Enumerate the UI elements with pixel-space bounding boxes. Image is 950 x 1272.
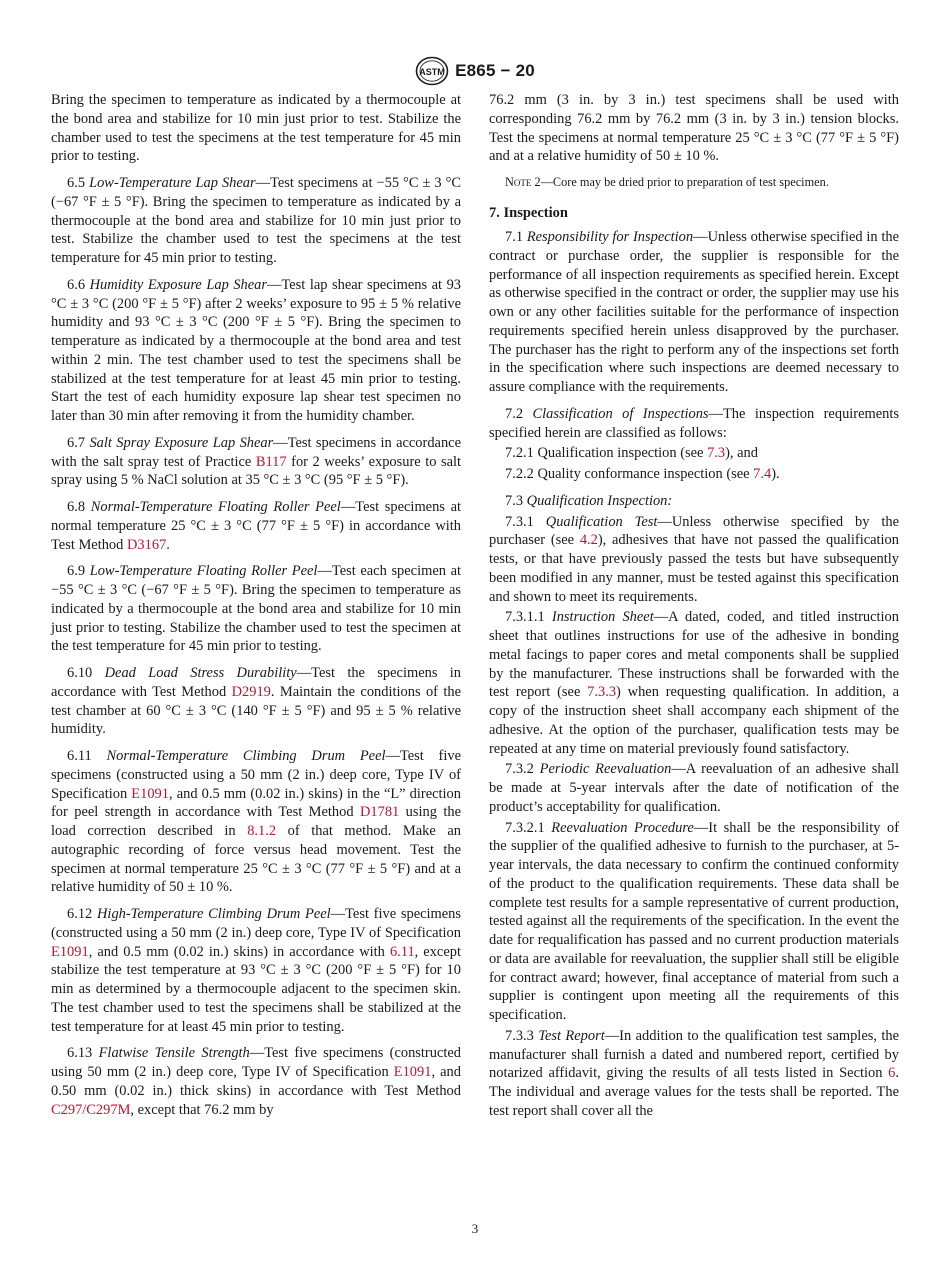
reference-link-d2919[interactable]: D2919 (231, 683, 271, 700)
section-title: Qualification Test (545, 513, 658, 530)
section-6-12: 6.12 High-Temperature Climbing Drum Peel—Test five specimens (constructed using a 50 mm (2 in.) deep core, Type IV of Specification E1091, and 0.5 mm (0.02 in.) skins) in accordance with 6.11, except stabilize the test temperature at 93 °C ± 3 °C (200 °F ± 5 °F) for 10 min as determined by a thermocouple adjacent to the specimen skin. The test chamber used to test the specimens shall be stabilized at the test temperature for at least 45 min prior to testing. (51, 906, 461, 1035)
section-7-3-2-1: 7.3.2.1 Reevaluation Procedure—It shall be the responsibility of the supplier of the qualified adhesive to furnish to the purchaser, at 5-year intervals, the data necessary to confirm the continued conformity of the product to the qualification requirements. These data shall be complete test results for a sample representative of current production, tested against all the requirements of the specification. In the event the date for requalification has passed and no current production materials or data are available for reevaluation, the supplier shall still be eligible for contract award; however, final acceptance of material from such a supplier is contingent upon meeting all the requirements of this specification. (489, 819, 899, 1023)
page-number: 3 (471, 1221, 479, 1236)
section-6-7: 6.7 Salt Spray Exposure Lap Shear—Test specimens in accordance with the salt spray test of Practice B117 for 2 weeks’ exposure to salt spray using 5 % NaCl solution at 35 °C ± 3 °C (95 °F ± 5 °F). (51, 434, 462, 489)
section-6-10: 6.10 Dead Load Stress Durability—Test the specimens in accordance with Test Method D2919. Maintain the conditions of the test chamber at 60 °C ± 3 °C (140 °F ± 5 °F) and 95 ± 5 % relative humidity. (51, 665, 462, 738)
page-header (0, 56, 950, 86)
section-title: Low-Temperature Lap Shear (89, 175, 256, 191)
document-designation: E865 − 20 (455, 61, 535, 80)
section-6-11: 6.11 Normal-Temperature Climbing Drum Peel—Test five specimens (constructed using a 50 mm (2 in.) deep core, Type IV of Specification E1091, and 0.5 mm (0.02 in.) skins) in the “L” direction for peel strength in accordance with Test Method D1781 using the load correction described in 8.1.2 of that method. Make an autographic recording of force versus head movement. Test the specimen at normal temperature 25 °C ± 3 °C (77 °F ± 5 °F) and at a relative humidity of 50 ± 10 %. (51, 748, 462, 896)
section-title: High-Temperature Climbing Drum Peel (97, 906, 331, 922)
reference-link-7-4[interactable]: 7.4 (753, 466, 772, 482)
section-title: Low-Temperature Floating Roller Peel (89, 563, 318, 580)
section-heading-inspection: 7. Inspection (489, 205, 568, 221)
section-6-8: 6.8 Normal-Temperature Floating Roller Peel—Test specimens at normal temperature 25 °C ± 3 °C (77 °F ± 5 °F) in accordance with Test Method D3167. (51, 499, 461, 553)
reference-link-section-6[interactable]: 6 (888, 1065, 896, 1082)
reference-link-e1091[interactable]: E1091 (131, 785, 169, 802)
reference-link-c297[interactable]: C297/C297M (51, 1101, 131, 1118)
section-7-3-3: 7.3.3 Test Report—In addition to the qualification test samples, the manufacturer shall furnish a dated and numbered report, certified by notarized affidavit, giving the results of all tests listed in Section 6. The individual and average values for the tests shall be reported. The test report shall cover all the (489, 1027, 899, 1119)
section-title: Humidity Exposure Lap Shear (89, 276, 268, 293)
section-title: Test Report (538, 1027, 605, 1044)
section-7-2-1: 7.2.1 Qualification inspection (see 7.3), and (505, 445, 758, 462)
section-7-3: 7.3 Qualification Inspection: (505, 492, 673, 509)
section-title: Qualification Inspection: (526, 492, 673, 509)
section-7-3-1: 7.3.1 Qualification Test—Unless otherwise specified by the purchaser (see 4.2), adhesives that have not passed the qualification tests, or that have previously passed the tests but have subsequently been modified in any manner, must be tested against this specification and shown to meet its requirements. (489, 513, 899, 605)
section-7-3-2: 7.3.2 Periodic Reevaluation—A reevaluation of an adhesive shall be made at 5-year intervals after the date of notification of the product’s acceptability for qualification. (489, 761, 899, 815)
section-title: Salt Spray Exposure Lap Shear (89, 434, 274, 451)
section-title: Dead Load Stress Durability (104, 665, 297, 681)
section-title: Instruction Sheet (551, 609, 654, 626)
paragraph-6-4-continued: Bring the specimen to temperature as indicated by a thermocouple at the bond area and stabilize for 10 min just prior to test. Stabilize the chamber used to test the specimens at the test temperature for 45 min prior to testing. (51, 92, 461, 165)
logo-text: ASTM (419, 67, 445, 77)
reference-link-e1091[interactable]: E1091 (51, 943, 89, 960)
reference-link-6-11[interactable]: 6.11 (389, 943, 415, 960)
reference-link-8-1-2[interactable]: 8.1.2 (247, 823, 277, 839)
note-2: Note 2—Core may be dried prior to preparation of test specimen. (505, 175, 829, 189)
left-column (51, 91, 461, 1127)
section-title: Periodic Reevaluation (539, 761, 672, 778)
section-title: Normal-Temperature Floating Roller Peel (90, 499, 341, 515)
right-column (489, 91, 899, 1123)
reference-link-b117[interactable]: B117 (255, 453, 287, 470)
section-title: Responsibility for Inspection (526, 229, 694, 245)
astm-logo-icon (415, 56, 449, 86)
section-title: Normal-Temperature Climbing Drum Peel (106, 748, 386, 764)
section-7-1: 7.1 Responsibility for Inspection—Unless otherwise specified in the contract or purchase order, the supplier is responsible for the performance of all inspection requirements as specified herein. Except as otherwise specified in the contract or order, the supplier may use his own or any other facilities suitable for the performance of inspection requirements specified herein unless disapproved by the purchaser. The purchaser has the right to perform any of the inspections set forth in the specification where such inspections are deemed necessary to assure compliance with the requirements. (489, 229, 899, 395)
reference-link-d1781[interactable]: D1781 (359, 804, 400, 821)
section-title: Flatwise Tensile Strength (98, 1045, 250, 1062)
section-title: Classification of Inspections (532, 405, 709, 422)
reference-link-d3167[interactable]: D3167 (126, 536, 167, 553)
section-6-6: 6.6 Humidity Exposure Lap Shear—Test lap shear specimens at 93 °C ± 3 °C (200 °F ± 5 °F) after 2 weeks’ exposure to 95 ± 5 % relative humidity and 93 °C ± 3 °C (200 °F ± 5 °F). Bring the specimen to temperature as indicated by a thermocouple at the bond area and test within 2 min. The test chamber used to test the specimens shall be stabilized at the test temperature for at least 45 min prior to testing. Start the test of each humidity exposure lap shear test specimen no later than 30 min after removing it from the humidity chamber. (51, 276, 462, 424)
section-6-5: 6.5 Low-Temperature Lap Shear—Test specimens at −55 °C ± 3 °C (−67 °F ± 5 °F). Bring the specimen to temperature as indicated by a thermocouple at the bond area and stabilize for 10 min just prior to test. Stabilize the chamber used to test the specimens at the test temperature for 45 min prior to testing. (51, 175, 462, 266)
section-6-13-continued: 76.2 mm (3 in. by 3 in.) test specimens shall be used with corresponding 76.2 mm by 76.2 mm (3 in. by 3 in.) tension blocks. Test the specimens at normal temperature 25 °C ± 3 °C (77 °F ± 5 °F) and at a relative humidity of 50 ± 10 %. (489, 92, 899, 165)
section-6-13: 6.13 Flatwise Tensile Strength—Test five specimens (constructed using 50 mm (2 in.) deep core, Type IV of Specification E1091, and 0.50 mm (0.02 in.) thick skins) in accordance with Test Method C297/C297M, except that 76.2 mm by (51, 1045, 462, 1118)
section-title: Reevaluation Procedure (551, 819, 694, 836)
reference-link-4-2[interactable]: 4.2 (579, 532, 598, 549)
section-7-2: 7.2 Classification of Inspections—The inspection requirements specified herein are classified as follows: (489, 405, 899, 441)
reference-link-7-3-3[interactable]: 7.3.3 (587, 684, 617, 701)
section-6-9: 6.9 Low-Temperature Floating Roller Peel—Test each specimen at −55 °C ± 3 °C (−67 °F ± 5 °F). Bring the specimen to temperature as indicated by a thermocouple at the bond area and stabilize for 10 min just prior to testing. Stabilize the chamber used to test the specimen at the test temperature for 45 min prior to testing. (51, 563, 462, 655)
reference-link-e1091[interactable]: E1091 (393, 1064, 432, 1080)
note-label: Note 2 (505, 175, 541, 189)
section-7-3-1-1: 7.3.1.1 Instruction Sheet—A dated, coded, and titled instruction sheet that outlines instructions for use of the adhesive in bonding metal facings to paper cores and metal components shall be supplied by the manufacturer. These instructions shall be forwarded with the test report (see 7.3.3) when requesting qualification. In addition, a copy of the instruction sheet shall accompany each shipment of the adhesive. At the option of the purchaser, qualification tests may be repeated at any time on material previously found satisfactory. (489, 609, 900, 757)
section-7-2-2: 7.2.2 Quality conformance inspection (see 7.4). (505, 466, 780, 482)
reference-link-7-3[interactable]: 7.3 (707, 445, 726, 462)
